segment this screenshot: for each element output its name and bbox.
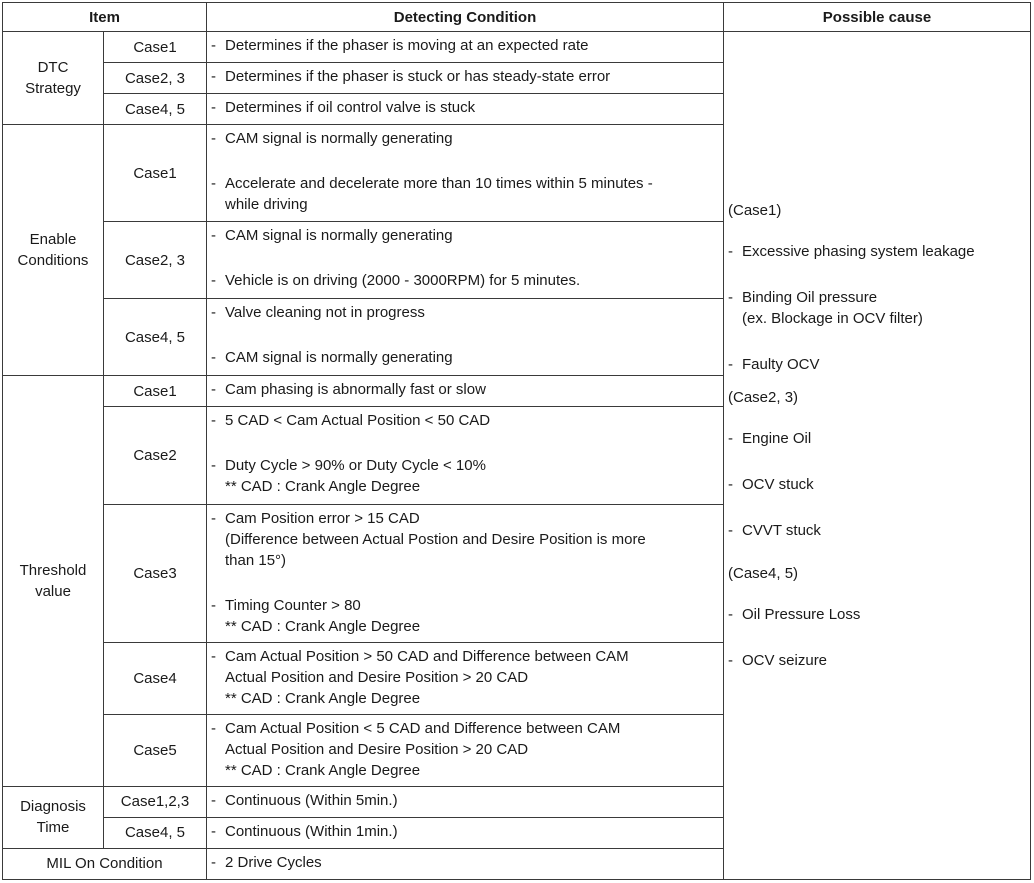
dash-bullet: - [211, 457, 216, 475]
dash-bullet: - [211, 227, 216, 245]
condition-cell [207, 299, 724, 376]
condition-cell [207, 848, 724, 879]
dash-bullet: - [211, 822, 216, 840]
dash-bullet: - [728, 356, 733, 373]
condition-text: 2 Drive Cycles [225, 853, 322, 871]
dash-bullet: - [728, 430, 733, 447]
group-diagnosis-time [3, 786, 104, 848]
condition-cell [207, 376, 724, 407]
condition-note: ** CAD : Crank Angle Degree [225, 761, 421, 779]
dash-bullet: - [728, 522, 733, 539]
case-label: Case4, 5 [104, 94, 207, 125]
dash-bullet: - [211, 412, 216, 430]
dash-bullet: - [728, 289, 733, 306]
dash-bullet: - [728, 243, 733, 260]
group-label: Threshold value [19, 562, 87, 601]
dash-bullet: - [211, 853, 216, 871]
header-detecting-condition: Detecting Condition [207, 3, 724, 32]
group-mil-on-condition: MIL On Condition [3, 848, 207, 879]
condition-text: CAM signal is normally generating [225, 130, 453, 148]
condition-text: Continuous (Within 5min.) [225, 791, 398, 809]
case-label: Case1 [104, 32, 207, 63]
condition-cell [207, 125, 724, 222]
dash-bullet: - [211, 381, 216, 399]
condition-text-continued: Actual Position and Desire Position > 20 CAD [225, 740, 529, 758]
header-possible-cause: Possible cause [724, 3, 1031, 32]
dash-bullet: - [211, 99, 216, 117]
condition-text: Cam Position error > 15 CAD [225, 509, 420, 527]
condition-note: ** CAD : Crank Angle Degree [225, 617, 421, 635]
case-label: Case4 [104, 642, 207, 714]
condition-cell [207, 32, 724, 63]
cause-item: CVVT stuck [742, 522, 821, 539]
cause-item: Oil Pressure Loss [742, 606, 861, 623]
dash-bullet: - [211, 304, 216, 322]
possible-cause-cell [724, 32, 1031, 880]
group-label: Diagnosis Time [20, 798, 86, 837]
case-label: Case2, 3 [104, 63, 207, 94]
dtc-table [2, 2, 1031, 880]
dash-bullet: - [728, 606, 733, 623]
dash-bullet: - [211, 130, 216, 148]
condition-text: CAM signal is normally generating [225, 349, 453, 367]
cause-item-detail: (ex. Blockage in OCV filter) [742, 310, 923, 327]
condition-text: 5 CAD < Cam Actual Position < 50 CAD [225, 412, 491, 430]
condition-note: ** CAD : Crank Angle Degree [225, 478, 421, 496]
dash-bullet: - [728, 652, 733, 669]
group-label: DTC Strategy [25, 59, 81, 98]
condition-text: CAM signal is normally generating [225, 227, 453, 245]
group-threshold-value [3, 376, 104, 786]
group-label: Enable Conditions [17, 231, 89, 270]
dash-bullet: - [728, 476, 733, 493]
condition-text: Timing Counter > 80 [225, 596, 361, 614]
condition-text: Accelerate and decelerate more than 10 times within 5 minutes - [225, 175, 653, 193]
condition-text: Cam Actual Position < 5 CAD and Difference between CAM [225, 719, 621, 737]
condition-cell [207, 504, 724, 642]
cause-item: Faulty OCV [742, 356, 820, 373]
cause-item: Excessive phasing system leakage [742, 243, 975, 260]
cause-item: Binding Oil pressure [742, 289, 878, 306]
condition-cell [207, 817, 724, 848]
case-label: Case1 [104, 376, 207, 407]
dash-bullet: - [211, 791, 216, 809]
condition-text-continued: (Difference between Actual Postion and Desire Position is more [225, 530, 646, 548]
condition-text: Determines if oil control valve is stuck [225, 99, 476, 117]
header-item: Item [3, 3, 207, 32]
cause-item: Engine Oil [742, 430, 812, 447]
condition-text-continued: while driving [225, 196, 308, 214]
dash-bullet: - [211, 647, 216, 665]
cause-case1-header: (Case1) [728, 202, 782, 219]
dash-bullet: - [211, 509, 216, 527]
condition-text: Cam phasing is abnormally fast or slow [225, 381, 486, 399]
condition-text: Cam Actual Position > 50 CAD and Difference between CAM [225, 647, 629, 665]
cause-case23-header: (Case2, 3) [728, 389, 799, 406]
condition-note: ** CAD : Crank Angle Degree [225, 689, 421, 707]
condition-cell [207, 222, 724, 299]
cause-item: OCV seizure [742, 652, 828, 669]
condition-text: Determines if the phaser is moving at an expected rate [225, 37, 589, 54]
dash-bullet: - [211, 349, 216, 367]
condition-text: Duty Cycle > 90% or Duty Cycle < 10% [225, 457, 486, 475]
condition-cell [207, 714, 724, 786]
dash-bullet: - [211, 175, 216, 193]
cause-case45-header: (Case4, 5) [728, 565, 799, 582]
condition-text-continued: Actual Position and Desire Position > 20 CAD [225, 668, 529, 686]
condition-cell [207, 786, 724, 817]
dash-bullet: - [211, 596, 216, 614]
table-row [3, 32, 1031, 63]
dash-bullet: - [211, 37, 216, 54]
condition-cell [207, 642, 724, 714]
group-dtc-strategy [3, 32, 104, 125]
condition-text-continued: than 15°) [225, 551, 287, 569]
condition-cell [207, 94, 724, 125]
case-label: Case2, 3 [104, 222, 207, 299]
condition-text: Determines if the phaser is stuck or has steady-state error [225, 68, 611, 86]
case-label: Case5 [104, 714, 207, 786]
case-label: Case2 [104, 407, 207, 504]
dash-bullet: - [211, 719, 216, 737]
cause-item: OCV stuck [742, 476, 814, 493]
condition-cell [207, 407, 724, 504]
dash-bullet: - [211, 68, 216, 86]
condition-text: Vehicle is on driving (2000 - 3000RPM) for 5 minutes. [225, 272, 581, 290]
condition-text: Valve cleaning not in progress [225, 304, 425, 322]
case-label: Case3 [104, 504, 207, 642]
condition-cell [207, 63, 724, 94]
case-label: Case1 [104, 125, 207, 222]
dash-bullet: - [211, 272, 216, 290]
case-label: Case4, 5 [104, 817, 207, 848]
case-label: Case1,2,3 [104, 786, 207, 817]
case-label: Case4, 5 [104, 299, 207, 376]
header-row [3, 3, 1031, 32]
group-enable-conditions [3, 125, 104, 376]
condition-text: Continuous (Within 1min.) [225, 822, 398, 840]
